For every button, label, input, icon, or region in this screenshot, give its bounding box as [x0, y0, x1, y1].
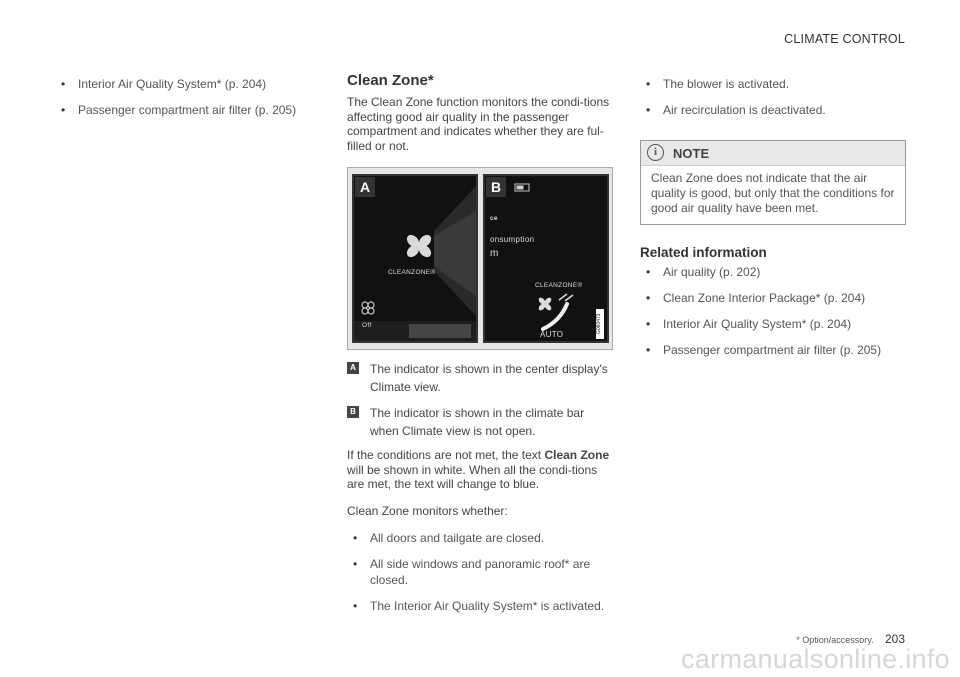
monitors-list: [347, 530, 613, 614]
cropped-text-fragment: onsumption: [490, 235, 535, 244]
list-item: [640, 102, 906, 118]
figure-number: G060473: [596, 309, 604, 339]
legend-item-a: [347, 360, 613, 396]
legend-text: The indicator is shown in the climate bar when Climate view is not open.: [370, 406, 585, 438]
monitors-intro: Clean Zone monitors whether:: [347, 503, 508, 518]
bullet-icon: •: [646, 77, 651, 91]
watermark-logo: carmanualsonline.info: [681, 644, 950, 674]
list-item[interactable]: [640, 290, 906, 306]
list-item: [347, 530, 613, 546]
related-information-heading: Related information: [640, 245, 767, 260]
bullet-icon: •: [646, 265, 651, 279]
bullet-icon: •: [646, 343, 651, 357]
legend-marker: B: [347, 406, 359, 418]
list-item[interactable]: [55, 76, 305, 92]
legend-text: The indicator is shown in the center display's Climate view.: [370, 362, 608, 394]
right-column: [640, 76, 906, 368]
list-item-text: The blower is activated.: [663, 77, 790, 91]
panel-b-badge: B: [486, 177, 506, 197]
bullet-icon: •: [353, 599, 358, 613]
intro-paragraph: The Clean Zone function monitors the condi-tions affecting good air quality in the passenger compartment and indicates whether they are ful-filled or not.: [347, 95, 610, 153]
climate-bar-graphic: [485, 176, 607, 341]
page-section-title: CLIMATE CONTROL: [784, 32, 905, 46]
fan-off-label: Off: [362, 322, 372, 329]
bullet-icon: •: [646, 291, 651, 305]
panel-a-badge: A: [355, 177, 375, 197]
legend-marker: A: [347, 362, 359, 374]
left-related-list: [55, 76, 305, 118]
fan-icon: [537, 296, 552, 311]
cropped-text-fragment: m: [490, 248, 499, 259]
note-label: NOTE: [673, 146, 710, 161]
related-information-list: [640, 264, 906, 358]
list-item: [347, 556, 613, 588]
left-column: [55, 76, 305, 128]
small-fan-icon: [362, 302, 374, 314]
list-item-text: Interior Air Quality System* (p. 204): [78, 77, 267, 91]
list-item-text: Passenger compartment air filter (p. 205): [78, 103, 297, 117]
list-item[interactable]: [640, 264, 906, 280]
note-header: [641, 141, 905, 166]
list-item-text: Air quality (p. 202): [663, 265, 761, 279]
bullet-icon: •: [61, 103, 66, 117]
list-item: [347, 598, 613, 614]
cleanzone-logo: CLEANZONE®: [388, 269, 436, 276]
bullet-icon: •: [61, 77, 66, 91]
bullet-icon: •: [646, 103, 651, 117]
list-item-text: All side windows and panoramic roof* are closed.: [370, 557, 591, 587]
note-box: [640, 140, 906, 225]
bullet-icon: •: [353, 557, 358, 571]
list-item[interactable]: [55, 102, 305, 118]
list-item[interactable]: [640, 342, 906, 358]
fan-icon: [405, 233, 434, 260]
section-heading: Clean Zone*: [347, 72, 434, 89]
cleanzone-logo: CLEANZONE®: [535, 282, 583, 289]
auto-label: AUTO: [540, 330, 564, 339]
list-item: [640, 76, 906, 92]
list-item-text: Air recirculation is deactivated.: [663, 103, 826, 117]
middle-column: [347, 72, 613, 624]
climate-bar-panel: [483, 174, 609, 343]
info-icon: i: [647, 144, 664, 161]
list-item-text: Interior Air Quality System* (p. 204): [663, 317, 852, 331]
monitors-list-continued: [640, 76, 906, 118]
conditions-text: will be shown in white. When all the condi-tions are met, the text will change to blue.: [347, 462, 598, 491]
center-display-panel: [352, 174, 478, 343]
clean-zone-figure: [347, 167, 613, 350]
center-display-graphic: [354, 176, 476, 341]
list-item-text: All doors and tailgate are closed.: [370, 531, 545, 545]
clean-zone-emphasis: Clean Zone: [544, 448, 610, 462]
cropped-text-fragment: ce: [490, 215, 498, 222]
list-item-text: The Interior Air Quality System* is activated.: [370, 599, 605, 613]
note-text: Clean Zone does not indicate that the air quality is good, but only that the conditions for good air quality have been met.: [651, 171, 895, 215]
conditions-text: If the conditions are not met, the text: [347, 448, 545, 462]
bullet-icon: •: [353, 531, 358, 545]
conditions-paragraph: [347, 448, 613, 492]
bullet-icon: •: [646, 317, 651, 331]
list-item-text: Passenger compartment air filter (p. 205): [663, 343, 882, 357]
list-item[interactable]: [640, 316, 906, 332]
legend-item-b: [347, 404, 613, 440]
list-item-text: Clean Zone Interior Package* (p. 204): [663, 291, 866, 305]
page-number: 203: [884, 632, 905, 646]
footnote: * Option/accessory.: [796, 635, 874, 645]
